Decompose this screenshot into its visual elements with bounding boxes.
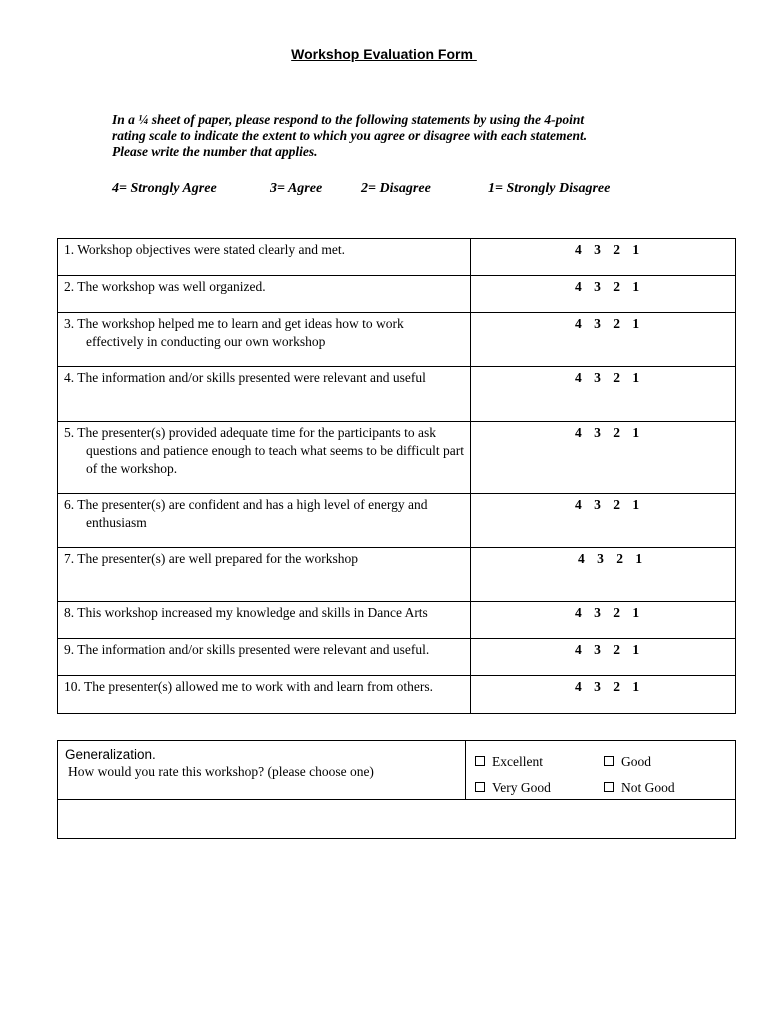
option-label: Very Good	[492, 780, 551, 795]
rating-numbers: 4 3 2 1	[574, 242, 640, 257]
statement-text: 7. The presenter(s) are well prepared for the workshop	[64, 551, 359, 566]
rating-cell[interactable]	[471, 602, 736, 639]
statement-text: 1. Workshop objectives were stated clearly and met.	[64, 242, 345, 257]
scale-agree: 3= Agree	[270, 181, 323, 196]
statement-cell	[58, 367, 471, 422]
rating-cell[interactable]	[471, 639, 736, 676]
rating-numbers: 4 3 2 1	[574, 425, 640, 440]
checkbox-icon[interactable]	[604, 782, 614, 792]
rating-numbers: 4 3 2 1	[574, 370, 640, 385]
option-excellent[interactable]	[475, 754, 543, 770]
rating-cell[interactable]	[471, 676, 736, 714]
option-good[interactable]	[604, 754, 651, 770]
statement-cell	[58, 639, 471, 676]
option-very-good[interactable]	[475, 780, 551, 796]
generalization-table	[57, 740, 736, 839]
rating-cell[interactable]	[471, 422, 736, 494]
statement-text: 3. The workshop helped me to learn and get ideas how to work effectively in conducting our own workshop	[64, 316, 404, 349]
generalization-title: Generalization.	[65, 747, 156, 762]
generalization-row	[58, 741, 736, 800]
table-row	[58, 639, 736, 676]
comment-box[interactable]	[58, 800, 736, 839]
statement-text: 4. The information and/or skills presented were relevant and useful	[64, 370, 426, 385]
table-row	[58, 367, 736, 422]
checkbox-icon[interactable]	[604, 756, 614, 766]
checkbox-icon[interactable]	[475, 756, 485, 766]
instructions	[112, 112, 672, 160]
rating-cell[interactable]	[471, 494, 736, 548]
generalization-question: How would you rate this workshop? (please choose one)	[68, 764, 374, 779]
statement-cell	[58, 602, 471, 639]
evaluation-table	[57, 238, 736, 714]
instruction-line: Please write the number that applies.	[112, 144, 318, 159]
rating-cell[interactable]	[471, 276, 736, 313]
instruction-line: In a ¼ sheet of paper, please respond to the following statements by using the 4-point	[112, 112, 585, 127]
table-row	[58, 422, 736, 494]
instruction-line: rating scale to indicate the extent to which you agree or disagree with each statement.	[112, 128, 588, 143]
option-not-good[interactable]	[604, 780, 675, 796]
rating-cell[interactable]	[471, 548, 736, 602]
statement-cell	[58, 494, 471, 548]
generalization-question-cell	[58, 741, 466, 800]
table-row	[58, 602, 736, 639]
option-label: Good	[621, 754, 651, 769]
statement-cell	[58, 548, 471, 602]
table-row	[58, 313, 736, 367]
table-row	[58, 548, 736, 602]
statement-text: 8. This workshop increased my knowledge and skills in Dance Arts	[64, 605, 428, 620]
statement-text: 2. The workshop was well organized.	[64, 279, 266, 294]
generalization-options-cell	[466, 741, 736, 800]
scale-strongly-disagree: 1= Strongly Disagree	[488, 181, 611, 196]
table-row	[58, 676, 736, 714]
statement-cell	[58, 313, 471, 367]
scale-strongly-agree: 4= Strongly Agree	[112, 181, 217, 196]
comment-row	[58, 800, 736, 839]
scale-disagree: 2= Disagree	[361, 181, 431, 196]
form-title: Workshop Evaluation Form	[291, 46, 477, 62]
table-row	[58, 494, 736, 548]
table-row	[58, 276, 736, 313]
rating-cell[interactable]	[471, 367, 736, 422]
statement-cell	[58, 276, 471, 313]
statement-text: 5. The presenter(s) provided adequate time for the participants to ask questions and patience enough to teach what seems to be difficult part of the workshop.	[64, 425, 465, 476]
rating-cell[interactable]	[471, 239, 736, 276]
checkbox-icon[interactable]	[475, 782, 485, 792]
table-row	[58, 239, 736, 276]
statement-cell	[58, 676, 471, 714]
statement-cell	[58, 239, 471, 276]
rating-numbers: 4 3 2 1	[574, 279, 640, 294]
statement-text: 9. The information and/or skills presented were relevant and useful.	[64, 642, 430, 657]
rating-numbers: 4 3 2 1	[574, 316, 640, 331]
rating-numbers: 4 3 2 1	[577, 551, 643, 566]
statement-cell	[58, 422, 471, 494]
rating-numbers: 4 3 2 1	[574, 497, 640, 512]
rating-numbers: 4 3 2 1	[574, 679, 640, 694]
rating-numbers: 4 3 2 1	[574, 605, 640, 620]
rating-numbers: 4 3 2 1	[574, 642, 640, 657]
rating-cell[interactable]	[471, 313, 736, 367]
statement-text: 10. The presenter(s) allowed me to work with and learn from others.	[64, 679, 434, 694]
option-label: Not Good	[621, 780, 675, 795]
statement-text: 6. The presenter(s) are confident and has a high level of energy and enthusiasm	[64, 497, 428, 530]
option-label: Excellent	[492, 754, 543, 769]
